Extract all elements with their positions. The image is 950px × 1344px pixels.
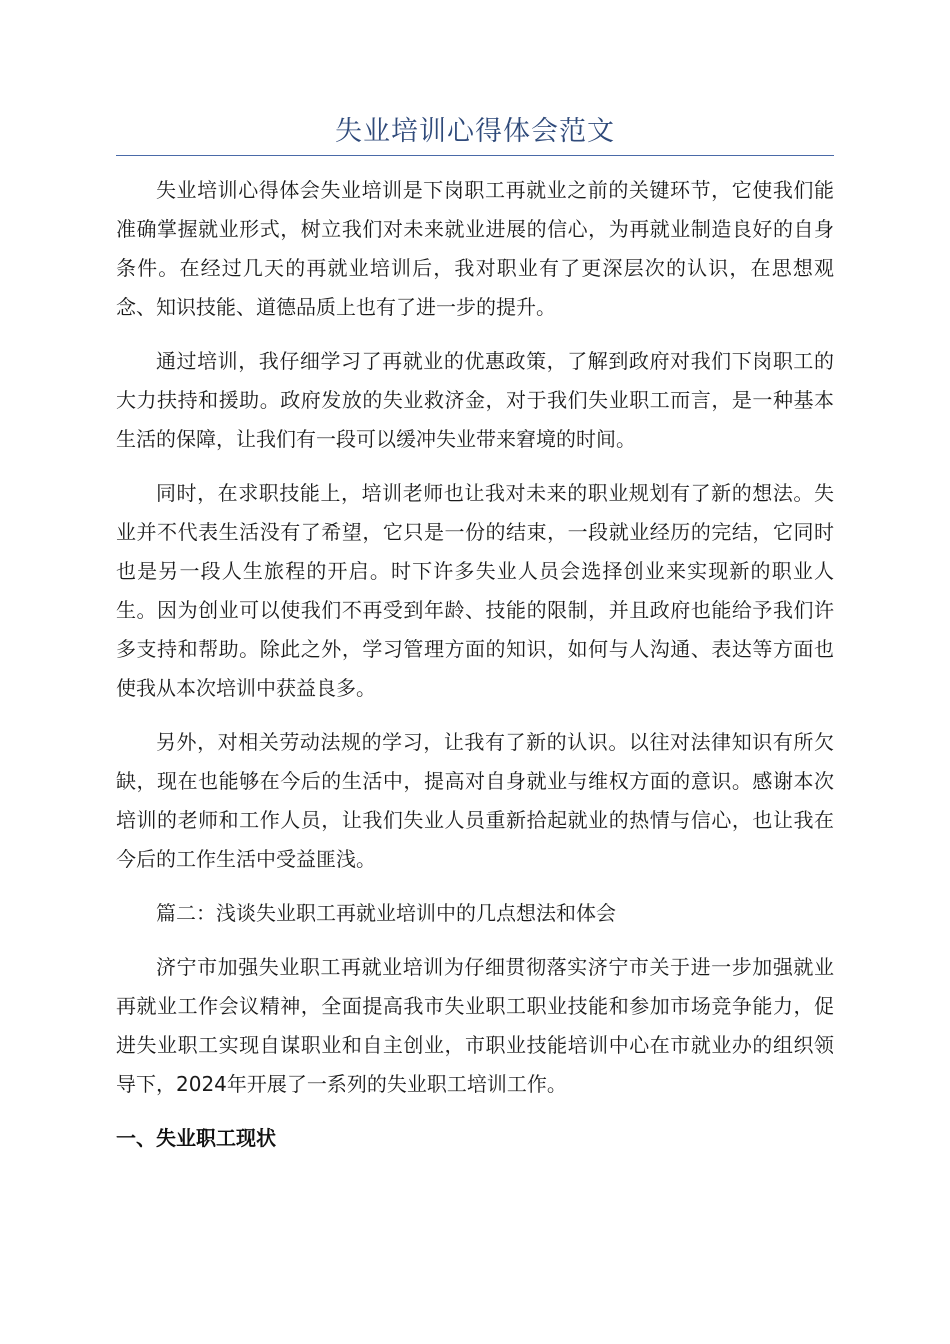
section-heading: 一、失业职工现状 xyxy=(116,1126,276,1150)
paragraph-3: 同时，在求职技能上，培训老师也让我对未来的职业规划有了新的想法。失业并不代表生活没有了希望，它只是一份的结束，一段就业经历的完结，它同时也是另一段人生旅程的开启。时下许多失业人员会选择创业来实现新的职业人生。因为创业可以使我们不再受到年龄、技能的限制，并且政府也能给予我们许多支持和帮助。除此之外，学习管理方面的知识，如何与人沟通、表达等方面也使我从本次培训中获益良多。 xyxy=(116,481,834,700)
document-title: 失业培训心得体会范文 xyxy=(335,116,615,147)
document-body xyxy=(116,171,834,1158)
paragraph-5-subtitle: 篇二：浅谈失业职工再就业培训中的几点想法和体会 xyxy=(156,901,616,925)
paragraph-6: 济宁市加强失业职工再就业培训为仔细贯彻落实济宁市关于进一步加强就业再就业工作会议精神，全面提高我市失业职工职业技能和参加市场竞争能力，促进失业职工实现自谋职业和自主创业，市职业技能培训中心在市就业办的组织领导下，2024年开展了一系列的失业职工培训工作。 xyxy=(116,955,834,1096)
title-underline xyxy=(116,155,834,156)
paragraph-4: 另外，对相关劳动法规的学习，让我有了新的认识。以往对法律知识有所欠缺，现在也能够在今后的生活中，提高对自身就业与维权方面的意识。感谢本次培训的老师和工作人员，让我们失业人员重新拾起就业的热情与信心，也让我在今后的工作生活中受益匪浅。 xyxy=(116,730,834,871)
paragraph-1: 失业培训心得体会失业培训是下岗职工再就业之前的关键环节，它使我们能准确掌握就业形式，树立我们对未来就业进展的信心，为再就业制造良好的自身条件。在经过几天的再就业培训后，我对职业有了更深层次的认识，在思想观念、知识技能、道德品质上也有了进一步的提升。 xyxy=(116,178,834,319)
paragraph-2: 通过培训，我仔细学习了再就业的优惠政策，了解到政府对我们下岗职工的大力扶持和援助。政府发放的失业救济金，对于我们失业职工而言，是一种基本生活的保障，让我们有一段可以缓冲失业带来窘境的时间。 xyxy=(116,349,834,451)
